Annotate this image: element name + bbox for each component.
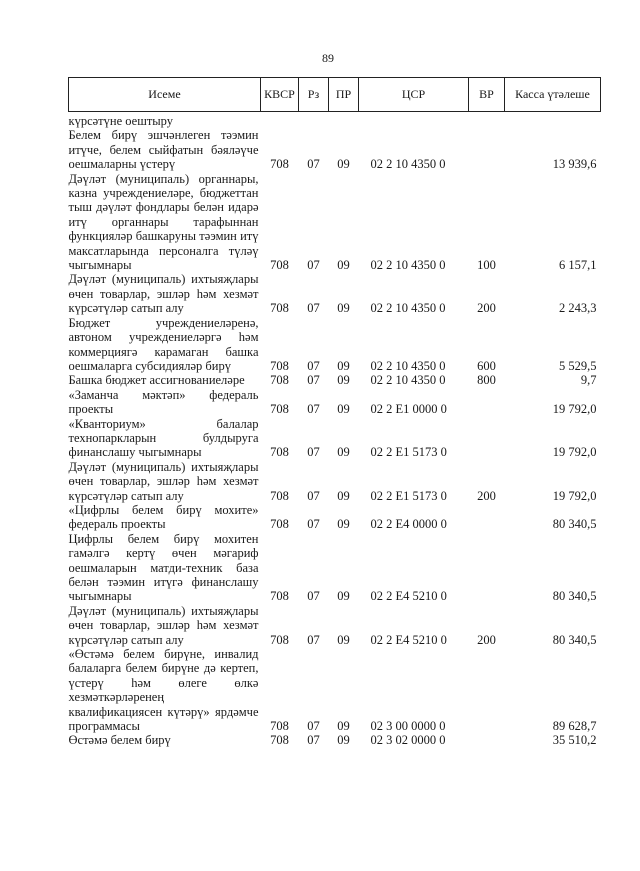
row-sum-cell: 19 792,0 — [552, 402, 597, 417]
row-vr-cell: 200 — [477, 632, 496, 647]
row-name-cell: Өстәмә белем бирү — [68, 733, 171, 748]
row-csr-cell: 02 2 10 4350 0 — [370, 157, 446, 172]
row-sum-cell: 13 939,6 — [552, 157, 597, 172]
row-rz-cell: 07 — [307, 301, 320, 316]
row-rz-cell: 07 — [307, 517, 320, 532]
row-rz-cell: 07 — [307, 488, 320, 503]
table-row — [69, 417, 601, 460]
row-name-cell: Башка бюджет ассигнованиеләре — [68, 373, 245, 388]
row-csr-cell: 02 2 10 4350 0 — [370, 358, 446, 373]
row-sum-cell — [505, 112, 601, 129]
header-kvsr: КВСР — [261, 78, 299, 112]
row-kvsr-cell: 708 — [270, 258, 289, 273]
row-rz-cell: 07 — [307, 373, 320, 388]
row-kvsr-cell: 708 — [270, 733, 289, 748]
row-name-cell: «Кванториум» балалар технопаркларын булдыруга финанслашу чыгымнары — [68, 416, 259, 460]
row-sum-cell: 19 792,0 — [552, 445, 597, 460]
row-csr-cell: 02 2 E4 0000 0 — [370, 517, 447, 532]
budget-table — [68, 77, 601, 748]
table-row — [69, 272, 601, 315]
row-kvsr-cell: 708 — [270, 373, 289, 388]
row-csr-cell: 02 3 00 0000 0 — [370, 719, 446, 734]
row-pr-cell: 09 — [337, 719, 350, 734]
row-rz-cell: 07 — [307, 402, 320, 417]
row-vr-cell: 200 — [477, 488, 496, 503]
row-pr-cell: 09 — [337, 488, 350, 503]
table-row — [69, 316, 601, 374]
table-row — [69, 733, 601, 747]
row-kvsr-cell: 708 — [270, 632, 289, 647]
row-pr-cell: 09 — [337, 517, 350, 532]
row-kvsr-cell: 708 — [270, 517, 289, 532]
header-name: Исеме — [69, 78, 261, 112]
row-csr-cell: 02 2 10 4350 0 — [370, 301, 446, 316]
row-name-cell: Цифрлы белем бирү мохитен гамәлгә кертү өчен мәгариф оешмаларын матди-техник база белән тәэмин итүгә финанслашу чыгымнары — [68, 531, 259, 604]
row-csr-cell: 02 2 10 4350 0 — [370, 258, 446, 273]
row-name-cell: Белем бирү эшчәнлеген тәэмин итүче, белем сыйфатын бәяләүче оешмаларны үстерү — [68, 128, 259, 172]
row-pr-cell: 09 — [337, 632, 350, 647]
table-row — [69, 503, 601, 532]
row-vr-cell — [469, 532, 505, 604]
header-vr: ВР — [469, 78, 505, 112]
row-pr-cell: 09 — [337, 445, 350, 460]
row-vr-cell — [469, 647, 505, 733]
header-sum: Касса үтәлеше — [505, 78, 601, 112]
row-kvsr-cell: 708 — [270, 157, 289, 172]
row-sum-cell: 9,7 — [580, 373, 597, 388]
row-sum-cell: 80 340,5 — [552, 517, 597, 532]
row-pr-cell: 09 — [337, 373, 350, 388]
table-row — [69, 172, 601, 273]
row-csr-cell — [359, 112, 469, 129]
row-rz-cell: 07 — [307, 589, 320, 604]
row-csr-cell: 02 2 E1 5173 0 — [370, 445, 447, 460]
row-pr-cell: 09 — [337, 589, 350, 604]
table-row — [69, 532, 601, 604]
row-sum-cell: 80 340,5 — [552, 632, 597, 647]
header-rz: Рз — [299, 78, 329, 112]
row-vr-cell — [469, 503, 505, 532]
table-row — [69, 460, 601, 503]
row-vr-cell: 200 — [477, 301, 496, 316]
row-rz-cell: 07 — [307, 733, 320, 748]
row-rz-cell: 07 — [307, 719, 320, 734]
row-csr-cell: 02 2 E4 5210 0 — [370, 632, 447, 647]
row-csr-cell: 02 2 E1 0000 0 — [370, 402, 447, 417]
row-rz-cell — [299, 112, 329, 129]
header-pr: ПР — [329, 78, 359, 112]
row-rz-cell: 07 — [307, 358, 320, 373]
table-header-row — [69, 78, 601, 112]
table-row — [69, 604, 601, 647]
row-name-cell: Дәүләт (муниципаль) ихтыяҗлары өчен товарлар, эшләр һәм хезмәт күрсәтүләр сатып алу — [68, 272, 259, 316]
row-pr-cell: 09 — [337, 733, 350, 748]
table-body — [69, 112, 601, 748]
row-name-cell: «Заманча мәктәп» федераль проекты — [68, 387, 259, 417]
row-kvsr-cell: 708 — [270, 488, 289, 503]
row-sum-cell: 5 529,5 — [559, 358, 597, 373]
row-sum-cell: 35 510,2 — [552, 733, 597, 748]
header-csr: ЦСР — [359, 78, 469, 112]
row-csr-cell: 02 3 02 0000 0 — [370, 733, 446, 748]
row-pr-cell: 09 — [337, 157, 350, 172]
row-name-cell: «Өстәмә белем бирүне, инвалид балаларга белем бирүне дә кертеп, үстерү һәм өлеге өлкә хезмәткәрләренең квалификациясен күтәрү» ярдәмче программасы — [68, 647, 259, 734]
row-vr-cell: 800 — [477, 373, 496, 388]
row-name-cell: күрсәтүне оештыру — [68, 114, 174, 128]
row-csr-cell: 02 2 E4 5210 0 — [370, 589, 447, 604]
row-rz-cell: 07 — [307, 157, 320, 172]
row-rz-cell: 07 — [307, 632, 320, 647]
row-vr-cell — [469, 733, 505, 747]
row-pr-cell: 09 — [337, 402, 350, 417]
row-name-cell: Дәүләт (муниципаль) органнары, казна учреждениеләре, бюджеттан тыш дәүләт фондлары белән идарә итү органнары тарафыннан функцияләр башкаруны тәэмин итү максатларында персоналга түләү чыгымнары — [68, 171, 259, 273]
row-name-cell: Дәүләт (муниципаль) ихтыяҗлары өчен товарлар, эшләр һәм хезмәт күрсәтүләр сатып алу — [68, 603, 259, 647]
row-pr-cell: 09 — [337, 258, 350, 273]
row-name-cell: «Цифрлы белем бирү мохите» федераль проекты — [68, 502, 259, 532]
row-sum-cell: 2 243,3 — [559, 301, 597, 316]
row-vr-cell — [469, 112, 505, 129]
table-row — [69, 647, 601, 733]
row-kvsr-cell: 708 — [270, 589, 289, 604]
row-vr-cell — [469, 128, 505, 171]
table-row — [69, 373, 601, 387]
row-sum-cell: 80 340,5 — [552, 589, 597, 604]
row-kvsr-cell: 708 — [270, 402, 289, 417]
table-row — [69, 388, 601, 417]
row-vr-cell: 600 — [477, 358, 496, 373]
row-kvsr-cell: 708 — [270, 445, 289, 460]
row-rz-cell: 07 — [307, 445, 320, 460]
table-row — [69, 112, 601, 129]
row-vr-cell — [469, 388, 505, 417]
row-sum-cell: 6 157,1 — [559, 258, 597, 273]
page-number: 89 — [322, 51, 334, 65]
row-name-cell: Дәүләт (муниципаль) ихтыяҗлары өчен товарлар, эшләр һәм хезмәт күрсәтүләр сатып алу — [68, 459, 259, 503]
row-rz-cell: 07 — [307, 258, 320, 273]
row-kvsr-cell: 708 — [270, 358, 289, 373]
table-row — [69, 128, 601, 171]
row-kvsr-cell: 708 — [270, 301, 289, 316]
row-pr-cell: 09 — [337, 358, 350, 373]
row-vr-cell: 100 — [477, 258, 496, 273]
row-csr-cell: 02 2 10 4350 0 — [370, 373, 446, 388]
row-kvsr-cell — [261, 112, 299, 129]
row-kvsr-cell: 708 — [270, 719, 289, 734]
row-csr-cell: 02 2 E1 5173 0 — [370, 488, 447, 503]
row-sum-cell: 19 792,0 — [552, 488, 597, 503]
row-pr-cell — [329, 112, 359, 129]
row-vr-cell — [469, 417, 505, 460]
row-name-cell: Бюджет учреждениеләренә, автоном учреждениеләргә һәм коммерциягә карамаган башка оешмаларга субсидияләр бирү — [68, 315, 259, 373]
row-pr-cell: 09 — [337, 301, 350, 316]
row-sum-cell: 89 628,7 — [552, 719, 597, 734]
